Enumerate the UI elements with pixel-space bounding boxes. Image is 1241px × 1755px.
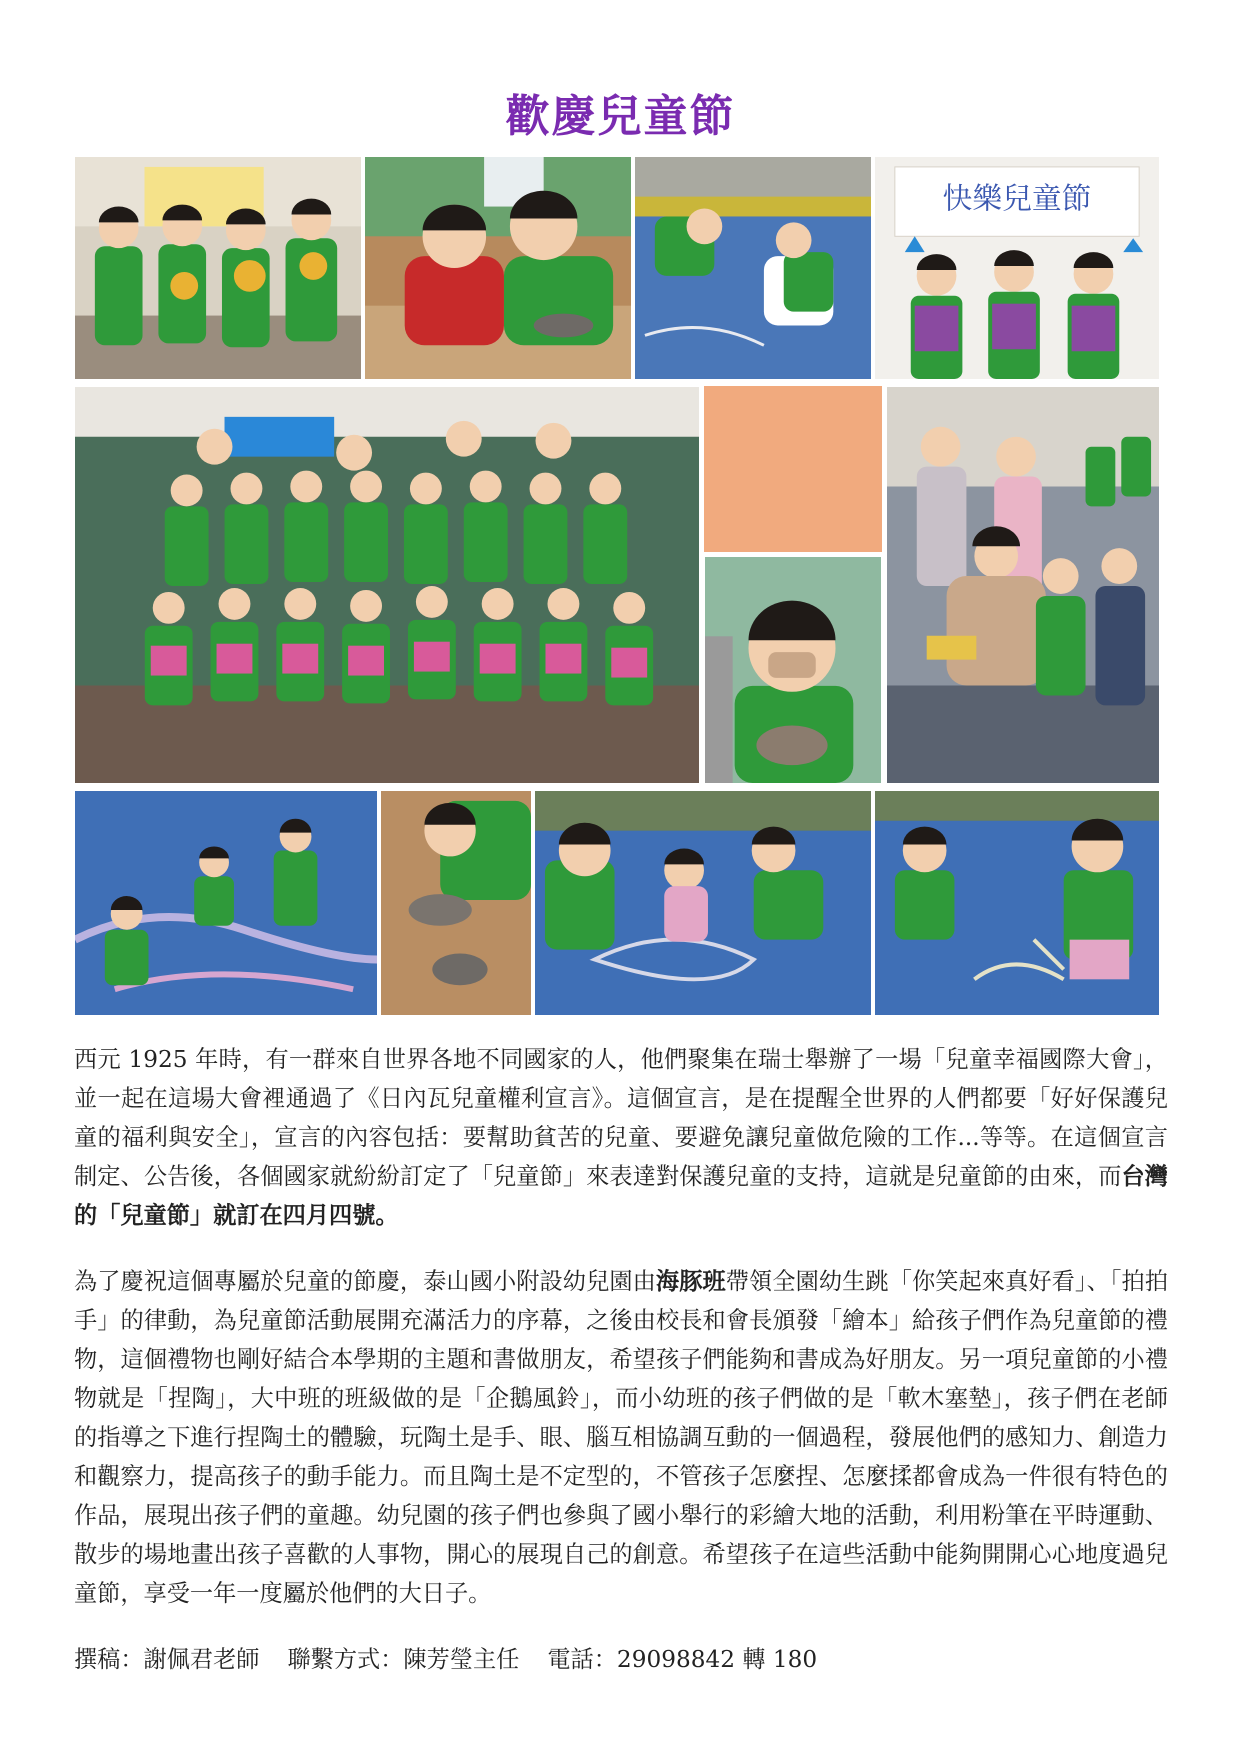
footer-author: 撰稿：謝佩君老師 [74,1646,260,1673]
orange-color-block [704,386,882,552]
paragraph-activities-text-2: 帶領全園幼生跳「你笑起來真好看」、「拍拍手」的律動，為兒童節活動展開充滿活力的序幕，之後由校長和會長頒發「繪本」給孩子們作為兒童節的禮物，這個禮物也剛好結合本學期的主題和書做朋友，希望孩子們能夠和書成為好朋友。另一項兒童節的小禮物就是「捏陶」，大中班的班級做的是「企鵝風鈴」，而小幼班的孩子們做的是「軟木塞墊」，孩子們在老師的指導之下進行捏陶土的體驗，玩陶土是手、眼、腦互相協調互動的一個過程，發展他們的感知力、創造力和觀察力，提高孩子的動手能力。而且陶土是不定型的，不管孩子怎麼捏、怎麼揉都會成為一件很有特色的作品，展現出孩子們的童趣。幼兒園的孩子們也參與了國小舉行的彩繪大地的活動，利用粉筆在平時運動、散步的場地畫出孩子喜歡的人事物，開心的展現自己的創意。希望孩子在這些活動中能夠開開心心地度過兒童節，享受一年一度屬於他們的大日子。 [74,1268,1169,1607]
photo-children-with-medals [74,156,362,380]
paragraph-origin-text: 西元 1925 年時，有一群來自世界各地不同國家的人，他們聚集在瑞士舉辦了一場「兒童幸福國際大會」，並一起在這場大會裡通過了《日內瓦兒童權利宣言》。這個宣言，是在提醒全世界的人們都要「好好保護兒童的福利與安全」，宣言的內容包括：要幫助貧苦的兒童、要避免讓兒童做危險的工作...等等。在這個宣言制定、公告後，各個國家就紛紛訂定了「兒童節」來表達對保護兒童的支持，這就是兒童節的由來，而 [74,1046,1168,1190]
footer-contact: 聯繫方式：陳芳瑩主任 [287,1646,520,1673]
photo-boy-clay-play [364,156,632,380]
paragraph-activities-text-1: 為了慶祝這個專屬於兒童的節慶，泰山國小附設幼兒園由 [74,1268,656,1295]
paragraph-activities-class-name: 海豚班 [655,1268,726,1295]
banner-text: 快樂兒童節 [942,181,1092,217]
paragraph-origin-bold: 台灣的「兒童節」就訂在四月四號。 [74,1163,1168,1229]
photo-children-chalk-drawing [634,156,872,380]
photo-children-with-picture-books [874,156,1160,380]
photo-boy-holding-clay [704,556,882,784]
footer-credits [74,1640,845,1679]
photo-group-photo-with-teachers [74,386,700,784]
paragraph-activities [74,1262,1168,1613]
footer-phone: 電話：29098842 轉 180 [547,1646,818,1673]
photo-clay-craft-close-up [380,790,532,1016]
photo-teacher-giving-gifts [886,386,1160,784]
paragraph-origin [74,1040,1168,1235]
page-title: 歡慶兒童節 [505,91,736,142]
photo-girls-chalk-smiling [874,790,1160,1016]
photo-girls-chalk-playground [74,790,378,1016]
photo-boy-chalk-drawing [534,790,872,1016]
